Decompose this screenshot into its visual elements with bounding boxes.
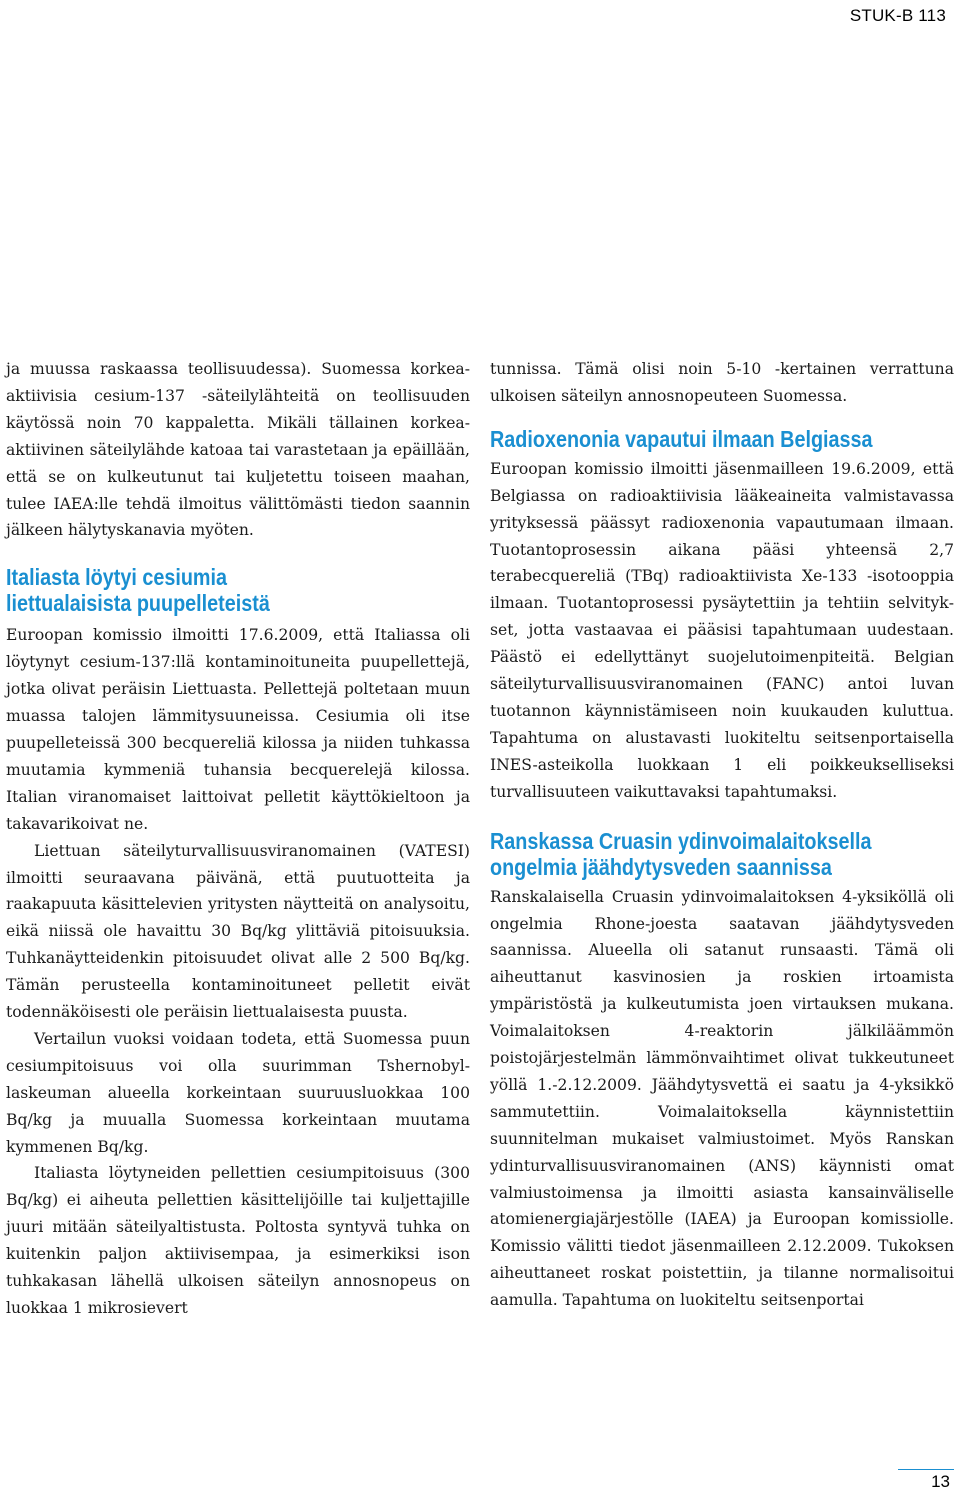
running-header: STUK-B 113 (849, 6, 946, 25)
paragraph: Liettuan säteilyturvallisuusviranomainen (VATESI) ilmoitti seuraavana päivänä, että puutuotteita ja raakapuuta käsittelevien yritysten näytteitä on analysoitu, eikä niissä ole havaittu 30 Bq/kg ylittäviä pitoisuuksia. Tuhkanäytteidenkin pitoisuudet olivat alle 2 500 Bq/kg. Tämän perusteella kontaminoituneet pelletit eivät todennäköisesti ole peräisin liettualaisesta puusta. (6, 841, 470, 1022)
page-number: 13 (931, 1472, 950, 1491)
paragraph: Italiasta löytyneiden pellettien cesiumpitoisuus (300 Bq/kg) ei aiheuta pellettien käsittelijöille tai kuljettajille juuri mitään säteilyaltistusta. Poltosta syntyvä tuhka on kuitenkin paljon aktiivisempaa, ja esimerkiksi ison tuhkakasan lähellä ulkoisen säteilyn annosnopeus on luokkaa 1 mikrosievert (6, 1164, 470, 1317)
heading-line: Ranskassa Cruasin ydinvoimalaitoksella (490, 827, 872, 854)
section-heading (490, 828, 889, 880)
heading-line: Italiasta löytyi cesiumia (6, 564, 227, 591)
paragraph: Euroopan komissio ilmoitti jäsenmailleen 19.6.2009, että Belgiassa on radioaktiivisia lääkeaineita valmistavassa yrityksessä päässyt radioxenonia vapautumaan ilmaan. Tuotantoprosessin aikana pääsi yhteensä 2,7 terabecquereliä (TBq) radioaktiivista Xe-133 -isotooppia ilmaan. Tuotantoprosessi pysäytettiin ja tehtiin selvitykset, jotta vastaavaa ei pääsisi tapahtumaan uudestaan. Päästö ei edellyttänyt suojelutoimenpiteitä. Belgian säteilyturvallisuusviranomainen (FANC) antoi luvan tuotannon käynnistämiseen noin kuukauden kuluttua. Tapahtuma on alustavasti luokiteltu seitsenportaisella INES-asteikolla luokkaan 1 eli poikkeukselliseksi turvallisuuteen vaikuttavaksi tapahtumaksi. (490, 459, 954, 801)
paragraph: tunnissa. Tämä olisi noin 5-10 -kertainen verrattuna ulkoisen säteilyn annosnopeuteen Suomessa. (490, 360, 954, 405)
section-heading: Radioxenonia vapautui ilmaan Belgiassa (490, 425, 873, 452)
section-heading (6, 564, 405, 616)
heading-line: liettualaisista puupelleteistä (6, 590, 270, 617)
heading-line: ongelmia jäähdytysveden saannissa (490, 853, 832, 880)
footer-rule (898, 1469, 954, 1470)
left-column (6, 356, 470, 1322)
paragraph: Ranskalaisella Cruasin ydinvoimalaitoksen 4-yksiköllä oli ongelmia Rhone-joesta saatavan jäähdytysveden saannissa. Alueella oli satanut runsaasti. Tämä oli aiheuttanut kasvinosien ja roskien irtoamista ympäristöstä ja kulkeutumista joen virtauksen mukana. Voimalaitoksen 4-reaktorin jälkiläämmön poistojärjestelmän lämmönvaihtimet olivat tukkeutuneet yöllä 1.-2.12.2009. Jäähdytysvettä ei saatu ja 4-yksikkö sammutettiin. Voimalaitoksella käynnistettiin suunnitelman mukaiset valmiustoimet. Myös Ranskan ydinturvallisuusviranomainen (ANS) käynnisti omat valmiustoimensa ja ilmoitti asiasta kansainväliselle atomienergiajärjestölle (IAEA) ja Euroopan komissiolle. Komissio välitti tiedot jäsenmailleen 2.12.2009. Tukoksen aiheuttaneet roskat poistettiin, ja tilanne normalisoitui aamulla. Tapahtuma on luokiteltu seitsenportai (490, 887, 954, 1310)
paragraph: Vertailun vuoksi voidaan todeta, että Suomessa puun cesiumpitoisuus voi olla suurimman Tshernobyl-laskeuman alueella korkeintaan suuruusluokkaa 100 Bq/kg ja muualla Suomessa korkeintaan muutama kymmenen Bq/kg. (6, 1029, 470, 1156)
right-column (490, 356, 954, 1314)
paragraph: ja muussa raskaassa teollisuudessa). Suomessa korkea-aktiivisia cesium-137 -säteilylähteitä on teollisuuden käytössä noin 70 kappaletta. Mikäli tällainen korkea-aktiivinen säteilylähde katoaa tai varastetaan ja epäillään, että se on kulkeutunut tai kuljetettu toiseen maahan, tulee IAEA:lle tehdä ilmoitus välittömästi tiedon saannin jälkeen hälytyskanavia myöten. (6, 360, 470, 540)
paragraph: Euroopan komissio ilmoitti 17.6.2009, että Italiassa oli löytynyt cesium-137:llä kontaminoituneita puupellettejä, jotka olivat peräisin Liettuasta. Pellettejä poltetaan muun muassa talojen lämmitysuuneissa. Cesiumia oli itse puupelleteissä 300 becquereliä kilossa ja niiden tuhkassa muutamia kymmeniä tuhansia becquerelejä kilossa. Italian viranomaiset laittoivat pelletit käyttökieltoon ja takavarikoivat ne. (6, 626, 470, 833)
